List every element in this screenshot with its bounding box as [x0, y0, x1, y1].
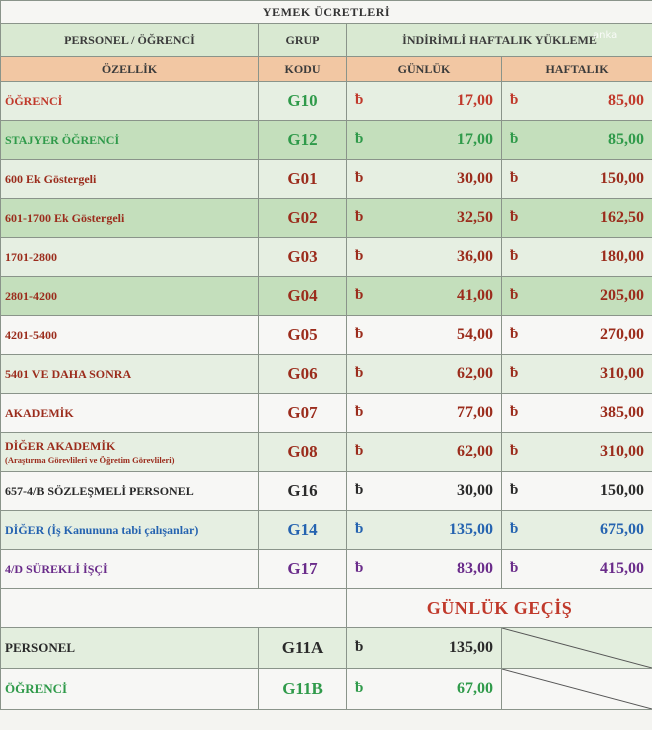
row-weekly: ƀ 270,00: [502, 316, 652, 355]
currency-icon: ƀ: [355, 365, 364, 381]
row-weekly: ƀ 150,00: [502, 472, 652, 511]
row-weekly: ƀ 205,00: [502, 277, 652, 316]
empty-cell: [502, 628, 652, 669]
table-row: [1, 511, 652, 550]
row-feature: 4/D SÜREKLİ İŞÇİ: [1, 550, 259, 589]
header-feature: ÖZELLİK: [1, 57, 259, 82]
row-note: (Araştırma Görevlileri ve Öğretim Görevlileri): [5, 455, 175, 465]
row-daily: ƀ 17,00: [347, 82, 502, 121]
table-title: YEMEK ÜCRETLERİ: [1, 1, 652, 24]
row-feature: DİĞER (İş Kanununa tabi çalışanlar): [1, 511, 259, 550]
table-row: [1, 160, 652, 199]
row-feature: 601-1700 Ek Göstergeli: [1, 199, 259, 238]
row-code: G14: [259, 511, 347, 550]
row-feature: 657-4/B SÖZLEŞMELİ PERSONEL: [1, 472, 259, 511]
currency-icon: ƀ: [510, 443, 519, 459]
currency-icon: ƀ: [355, 443, 364, 459]
daily-pass-header-row: [1, 589, 652, 628]
row-code: G12: [259, 121, 347, 160]
header-weekly: HAFTALIK: [502, 57, 652, 82]
daily-pass-title: GÜNLÜK GEÇİŞ: [347, 589, 652, 628]
currency-icon: ƀ: [355, 560, 364, 576]
table-row: [1, 550, 652, 589]
currency-icon: ƀ: [355, 92, 364, 108]
currency-icon: ƀ: [355, 521, 364, 537]
row-code: G05: [259, 316, 347, 355]
row-weekly: ƀ 415,00: [502, 550, 652, 589]
row-feature: 5401 VE DAHA SONRA: [1, 355, 259, 394]
table-row: [1, 238, 652, 277]
row-weekly: ƀ 310,00: [502, 355, 652, 394]
currency-icon: ƀ: [510, 92, 519, 108]
pass-code: G11B: [259, 669, 347, 710]
row-code: G03: [259, 238, 347, 277]
row-feature: STAJYER ÖĞRENCİ: [1, 121, 259, 160]
row-daily: ƀ 135,00: [347, 511, 502, 550]
row-daily: ƀ 83,00: [347, 550, 502, 589]
header-discounted: İNDİRİMLİ HAFTALIK YÜKLEME: [347, 24, 652, 57]
table-row: [1, 472, 652, 511]
currency-icon: ƀ: [510, 521, 519, 537]
daily-pass-spacer: [1, 589, 347, 628]
header-code: KODU: [259, 57, 347, 82]
row-feature: 600 Ek Göstergeli: [1, 160, 259, 199]
currency-icon: ƀ: [510, 131, 519, 147]
currency-icon: ƀ: [510, 365, 519, 381]
row-code: G06: [259, 355, 347, 394]
row-feature: AKADEMİK: [1, 394, 259, 433]
row-feature: ÖĞRENCİ: [1, 82, 259, 121]
row-daily: ƀ 30,00: [347, 160, 502, 199]
table-row: [1, 316, 652, 355]
row-code: G01: [259, 160, 347, 199]
currency-icon: ƀ: [355, 248, 364, 264]
row-code: G16: [259, 472, 347, 511]
header-group: GRUP: [259, 24, 347, 57]
pass-feature: ÖĞRENCİ: [1, 669, 259, 710]
table-row: [1, 199, 652, 238]
row-daily: ƀ 77,00: [347, 394, 502, 433]
pass-feature: PERSONEL: [1, 628, 259, 669]
row-feature: DİĞER AKADEMİK (Araştırma Görevlileri ve Öğretim Görevlileri): [1, 433, 259, 472]
row-weekly: ƀ 162,50: [502, 199, 652, 238]
row-feature: 2801-4200: [1, 277, 259, 316]
row-feature: 1701-2800: [1, 238, 259, 277]
header-daily: GÜNLÜK: [347, 57, 502, 82]
currency-icon: ƀ: [355, 680, 364, 696]
row-weekly: ƀ 85,00: [502, 121, 652, 160]
empty-cell: [502, 669, 652, 710]
row-daily: ƀ 30,00: [347, 472, 502, 511]
currency-icon: ƀ: [510, 209, 519, 225]
row-code: G04: [259, 277, 347, 316]
currency-icon: ƀ: [355, 287, 364, 303]
currency-icon: ƀ: [510, 560, 519, 576]
row-code: G02: [259, 199, 347, 238]
currency-icon: ƀ: [355, 404, 364, 420]
currency-icon: ƀ: [355, 482, 364, 498]
row-weekly: ƀ 310,00: [502, 433, 652, 472]
row-weekly: ƀ 180,00: [502, 238, 652, 277]
currency-icon: ƀ: [510, 482, 519, 498]
row-daily: ƀ 36,00: [347, 238, 502, 277]
row-daily: ƀ 62,00: [347, 355, 502, 394]
currency-icon: ƀ: [510, 287, 519, 303]
table-row: [1, 628, 652, 669]
currency-icon: ƀ: [510, 326, 519, 342]
row-code: G08: [259, 433, 347, 472]
table-row: [1, 669, 652, 710]
row-daily: ƀ 62,00: [347, 433, 502, 472]
currency-icon: ƀ: [355, 639, 364, 655]
currency-icon: ƀ: [355, 131, 364, 147]
table-row: [1, 277, 652, 316]
row-code: G17: [259, 550, 347, 589]
pass-code: G11A: [259, 628, 347, 669]
currency-icon: ƀ: [510, 248, 519, 264]
row-weekly: ƀ 385,00: [502, 394, 652, 433]
pass-daily: ƀ 135,00: [347, 628, 502, 669]
row-weekly: ƀ 675,00: [502, 511, 652, 550]
currency-icon: ƀ: [355, 170, 364, 186]
table-row: [1, 355, 652, 394]
row-daily: ƀ 17,00: [347, 121, 502, 160]
row-weekly: ƀ 150,00: [502, 160, 652, 199]
currency-icon: ƀ: [355, 326, 364, 342]
row-daily: ƀ 32,50: [347, 199, 502, 238]
currency-icon: ƀ: [510, 404, 519, 420]
row-code: G10: [259, 82, 347, 121]
currency-icon: ƀ: [510, 170, 519, 186]
pass-daily: ƀ 67,00: [347, 669, 502, 710]
table-row: [1, 394, 652, 433]
watermark-logo: anka: [593, 30, 618, 41]
row-daily: ƀ 54,00: [347, 316, 502, 355]
row-code: G07: [259, 394, 347, 433]
row-weekly: ƀ 85,00: [502, 82, 652, 121]
table-row: [1, 121, 652, 160]
currency-icon: ƀ: [355, 209, 364, 225]
table-row: [1, 82, 652, 121]
row-feature: 4201-5400: [1, 316, 259, 355]
header-personnel: PERSONEL / ÖĞRENCİ: [1, 24, 259, 57]
table-row: [1, 433, 652, 472]
row-daily: ƀ 41,00: [347, 277, 502, 316]
